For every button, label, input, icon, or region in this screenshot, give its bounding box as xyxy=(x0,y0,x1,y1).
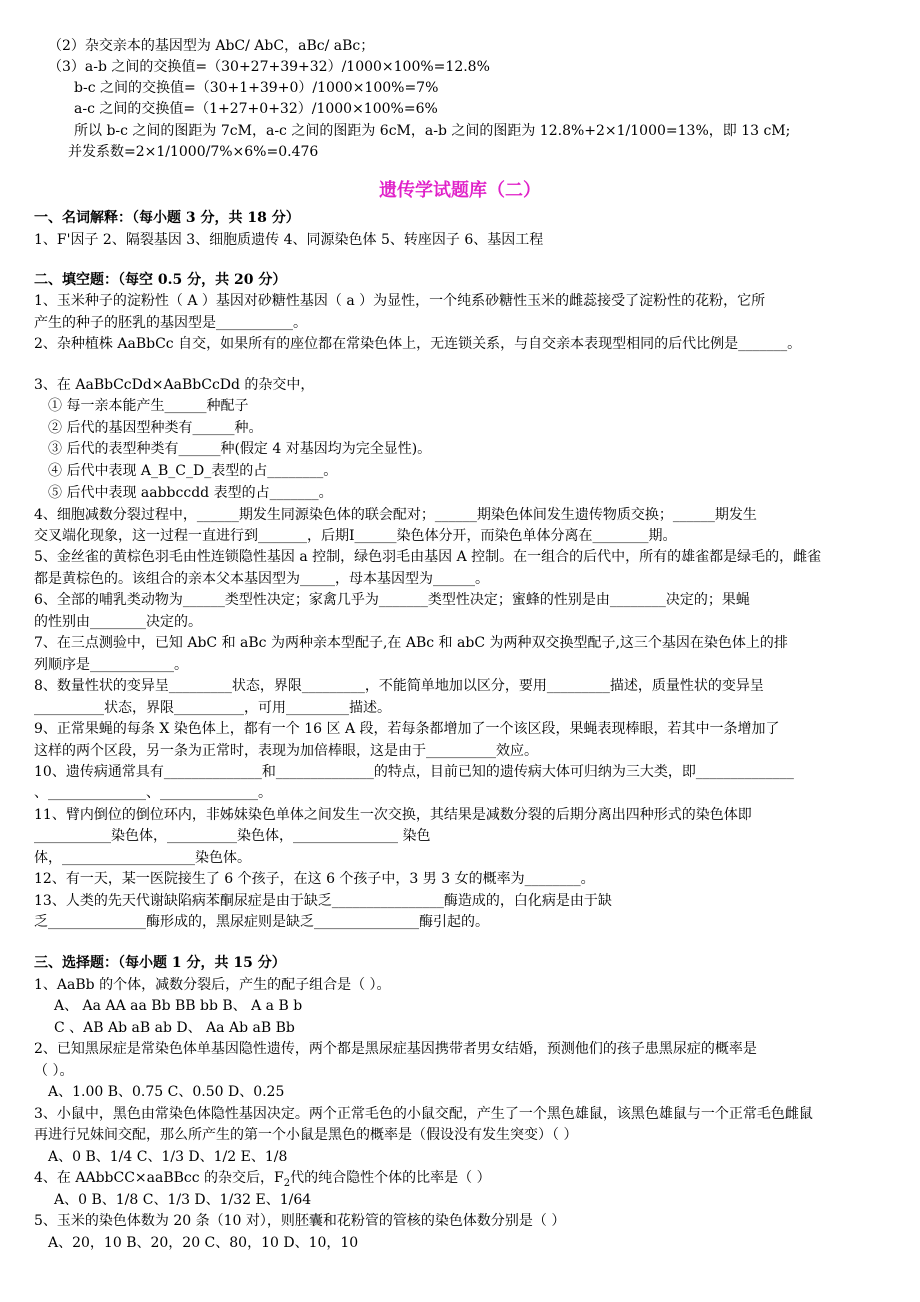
fill-line: 6、全部的哺乳类动物为______类型性决定；家禽几乎为_______类型性决定；蜜蜂的性别是由________决定的；果蝇 xyxy=(34,592,750,608)
fill-line: 8、数量性状的变异呈_________状态，界限_________，不能简单地加以区分，要用_________描述，质量性状的变异呈 xyxy=(34,678,764,694)
choice-q1-options-a-b: A、 Aa AA aa Bb BB bb B、 A a B b xyxy=(54,998,303,1014)
fill-line: 、______________、______________。 xyxy=(34,785,272,801)
section2-heading: 二、填空题：（每空 0.5 分，共 20 分） xyxy=(34,272,287,288)
fill-line: 12、有一天，某一医院接生了 6 个孩子，在这 6 个孩子中，3 男 3 女的概率为________。 xyxy=(34,871,595,887)
fill-line: 都是黄棕色的。该组合的亲本父本基因型为_____，母本基因型为______。 xyxy=(34,571,489,587)
fill-line: 列顺序是____________。 xyxy=(34,657,188,673)
choice-q5-options: A、20，10 B、20，20 C、80，10 D、10，10 xyxy=(48,1235,359,1251)
fill-line: ① 每一亲本能产生______种配子 xyxy=(48,398,249,414)
fill-line: ___________染色体，__________染色体，_______________ 染色 xyxy=(34,828,431,844)
fill-line: 5、金丝雀的黄棕色羽毛由性连锁隐性基因 a 控制，绿色羽毛由基因 A 控制。在一组合的后代中，所有的雄雀都是绿毛的，雌雀 xyxy=(34,549,822,565)
answer-line-bc: b-c 之间的交换值=（30+1+39+0）/1000×100%=7% xyxy=(74,80,439,96)
choice-q3: 3、小鼠中，黑色由常染色体隐性基因决定。两个正常毛色的小鼠交配，产生了一个黑色雄鼠，该黑色雄鼠与一个正常毛色雌鼠 xyxy=(34,1106,813,1122)
choice-q1-options-c-d: C 、AB Ab aB ab D、 Aa Ab aB Bb xyxy=(54,1020,295,1036)
fill-line: 体，___________________染色体。 xyxy=(34,850,251,866)
fill-line: 这样的两个区段，另一条为正常时，表现为加倍棒眼，这是由于__________效应。 xyxy=(34,743,538,759)
fill-line: 9、正常果蝇的每条 X 染色体上，都有一个 16 区 A 段，若每条都增加了一个该区段，果蝇表现棒眼，若其中一条增加了 xyxy=(34,721,780,737)
choice-q4-options: A、0 B、1/8 C、1/3 D、1/32 E、1/64 xyxy=(54,1192,312,1208)
answer-line-coc: 并发系数=2×1/1000/7%×6%=0.476 xyxy=(68,144,319,160)
page-title: 遗传学试题库（二） xyxy=(379,180,541,201)
section1-terms: 1、F'因子 2、隔裂基因 3、细胞质遗传 4、同源染色体 5、转座因子 6、基因工程 xyxy=(34,232,544,248)
fill-line: ③ 后代的表型种类有______种(假定 4 对基因均为完全显性)。 xyxy=(48,441,432,457)
choice-q2-paren: （ ）。 xyxy=(34,1063,74,1079)
fill-line: __________状态，界限__________，可用_________描述。 xyxy=(34,700,391,716)
fill-line: 7、在三点测验中，已知 AbC 和 aBc 为两种亲本型配子,在 ABc 和 abC 为两种双交换型配子,这三个基因在染色体上的排 xyxy=(34,635,788,651)
choice-q2: 2、已知黑尿症是常染色体单基因隐性遗传，两个都是黑尿症基因携带者男女结婚，预测他们的孩子患黑尿症的概率是 xyxy=(34,1041,757,1057)
choice-q1: 1、AaBb 的个体，减数分裂后，产生的配子组合是（ ）。 xyxy=(34,977,391,993)
fill-line: 4、细胞减数分裂过程中，______期发生同源染色体的联会配对；______期染色体间发生遗传物质交换；______期发生 xyxy=(34,507,757,523)
fill-line: 11、臂内倒位的倒位环内，非姊妹染色单体之间发生一次交换，其结果是减数分裂的后期分离出四种形式的染色体即 xyxy=(34,807,752,823)
fill-line: 13、人类的先天代谢缺陷病苯酮尿症是由于缺乏________________酶造成的，白化病是由于缺 xyxy=(34,893,612,909)
choice-q5: 5、玉米的染色体数为 20 条（10 对），则胚囊和花粉管的管核的染色体数分别是（ ） xyxy=(34,1213,566,1229)
answer-line-2: （2）杂交亲本的基因型为 AbC/ AbC，aBc/ aBc； xyxy=(48,38,375,54)
choice-q3-cont: 再进行兄妹间交配，那么所产生的第一个小鼠是黑色的概率是（假设没有发生突变）（ ） xyxy=(34,1127,578,1143)
fill-line: ④ 后代中表现 A_B_C_D_表型的占________。 xyxy=(48,463,338,479)
fill-line: 2、杂种植株 AaBbCc 自交，如果所有的座位都在常染色体上，无连锁关系，与自交亲本表现型相同的后代比例是_______。 xyxy=(34,336,802,352)
fill-line: 交叉端化现象，这一过程一直进行到_______，后期Ⅰ______染色体分开，而染色单体分离在________期。 xyxy=(34,528,677,544)
answer-line-3: （3）a-b 之间的交换值=（30+27+39+32）/1000×100%=12.8% xyxy=(48,59,490,75)
fill-line: 1、玉米种子的淀粉性（ A ）基因对砂糖性基因（ a ）为显性，一个纯系砂糖性玉米的雌蕊接受了淀粉性的花粉，它所 xyxy=(34,293,766,309)
fill-line: 3、在 AaBbCcDd×AaBbCcDd 的杂交中， xyxy=(34,377,315,393)
choice-q4-text-after: 代的纯合隐性个体的比率是（ ） xyxy=(290,1170,491,1186)
fill-line: 产生的种子的胚乳的基因型是___________。 xyxy=(34,315,307,331)
choice-q4-text: 4、在 AAbbCC×aaBBcc 的杂交后，F xyxy=(34,1170,284,1186)
fill-line: ⑤ 后代中表现 aabbccdd 表型的占_______。 xyxy=(48,485,333,501)
choice-q4-subscript: 2 xyxy=(283,1177,291,1189)
section1-heading: 一、名词解释：（每小题 3 分，共 18 分） xyxy=(34,210,300,226)
fill-line: 乏______________酶形成的，黑尿症则是缺乏_______________酶引起的。 xyxy=(34,914,489,930)
choice-q3-options: A、0 B、1/4 C、1/3 D、1/2 E、1/8 xyxy=(48,1149,288,1165)
fill-line: ② 后代的基因型种类有______种。 xyxy=(48,420,263,436)
choice-q2-options: A、1.00 B、0.75 C、0.50 D、0.25 xyxy=(48,1084,285,1100)
answer-line-ac: a-c 之间的交换值=（1+27+0+32）/1000×100%=6% xyxy=(74,101,438,117)
fill-line: 的性别由________决定的。 xyxy=(34,614,202,630)
fill-line: 10、遗传病通常具有______________和______________的特点，目前已知的遗传病大体可归纳为三大类，即______________ xyxy=(34,764,794,780)
section3-heading: 三、选择题：（每小题 1 分，共 15 分） xyxy=(34,955,286,971)
answer-line-map: 所以 b-c 之间的图距为 7cM，a-c 之间的图距为 6cM，a-b 之间的图距为 12.8%+2×1/1000=13%，即 13 cM; xyxy=(74,123,791,139)
